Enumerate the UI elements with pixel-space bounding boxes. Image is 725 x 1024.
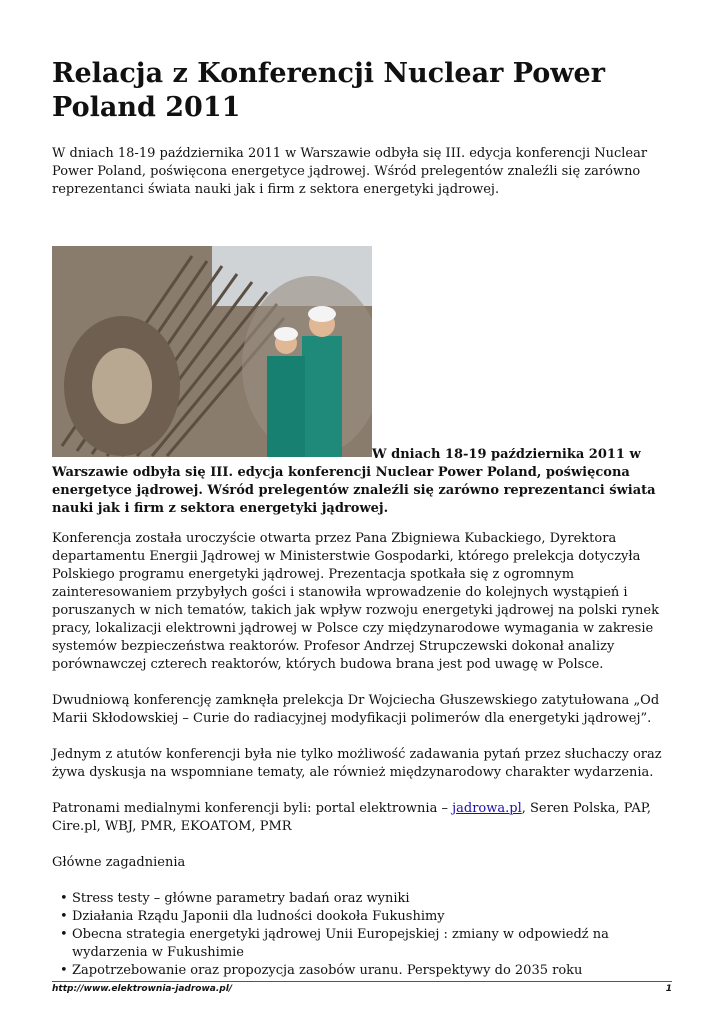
patrons-text-after: , Seren Polska, PAP, Cire.pl, WBJ, PMR, EKOATOM, PMR [52, 801, 651, 834]
topics-heading: Główne zagadnienia [52, 855, 186, 870]
page-title: Relacja z Konferencji Nuclear Power Poland 2011 [52, 58, 605, 123]
footer-url: http://www.elektrownia-jadrowa.pl/ [52, 984, 233, 994]
intro-paragraph: W dniach 18-19 października 2011 w Warszawie odbyła się III. edycja konferencji Nuclear Power Poland, poświęcona energetyce jądrowej. Wśród prelegentów znaleźli się zarówno reprezentanci świata nauki jak i firm z sektora energetyki jądrowej. [52, 146, 648, 197]
list-item: • Działania Rządu Japonii dla ludności dookoła Fukushimy [62, 908, 674, 926]
turbine-photo [52, 246, 372, 457]
paragraph-opening: Konferencja została uroczyście otwarta przez Pana Zbigniewa Kubackiego, Dyrektora departamentu Energii Jądrowej w Ministerstwie Gospodarki, którego prelekcja dotyczyła Polskiego programu energetyki jądrowej. Prezentacja spotkała się z ogromnym zainteresowaniem przybyłych gości i stanowiła wprowadzenie do kolejnych wystąpień i poruszanych w nich tematów, takich jak wpływ rozwoju energetyki jądrowej na polski rynek pracy, lokalizacji elektrowni jądrowej w Polsce czy międzynarodowe wymagania w zakresie systemów bezpieczeństwa reaktorów. Profesor Andrzej Strupczewski dokonał analizy porównawczej czterech reaktorów, których budowa brana jest pod uwagę w Polsce. [52, 531, 659, 672]
jadrowa-link[interactable]: jadrowa.pl [452, 801, 522, 816]
page-number: 1 [665, 984, 672, 994]
list-item: • Obecna strategia energetyki jądrowej Unii Europejskiej : zmiany w odpowiedź na wydarzenia w Fukushimie [62, 926, 674, 962]
list-item: • Zapotrzebowanie oraz propozycja zasobów uranu. Perspektywy do 2035 roku [62, 962, 674, 980]
photo-block [52, 246, 674, 518]
paragraph-patrons [52, 800, 674, 836]
list-item: • Stress testy – główne parametry badań oraz wyniki [62, 890, 674, 908]
topics-list [52, 890, 674, 980]
paragraph-closing-lecture: Dwudniową konferencję zamknęła prelekcja Dr Wojciecha Głuszewskiego zatytułowana „Od Marii Skłodowskiej – Curie do radiacyjnej modyfikacji polimerów dla energetyki jądrowej”. [52, 693, 660, 726]
page-footer [52, 981, 672, 994]
article-body [52, 530, 674, 980]
photo-caption: W dniach 18-19 października 2011 w Warszawie odbyła się III. edycja konferencji Nuclear Power Poland, poświęcona energetyce jądrowej. Wśród prelegentów znaleźli się zarówno reprezentanci świata nauki jak i firm z sektora energetyki jądrowej. [52, 447, 656, 516]
paragraph-discussion: Jednym z atutów konferencji była nie tylko możliwość zadawania pytań przez słuchaczy oraz żywa dyskusja na wspomniane tematy, ale również międzynarodowy charakter wydarzenia. [52, 747, 662, 780]
turbine-illustration [52, 246, 372, 457]
patrons-text-before: Patronami medialnymi konferencji byli: portal elektrownia – [52, 801, 453, 816]
